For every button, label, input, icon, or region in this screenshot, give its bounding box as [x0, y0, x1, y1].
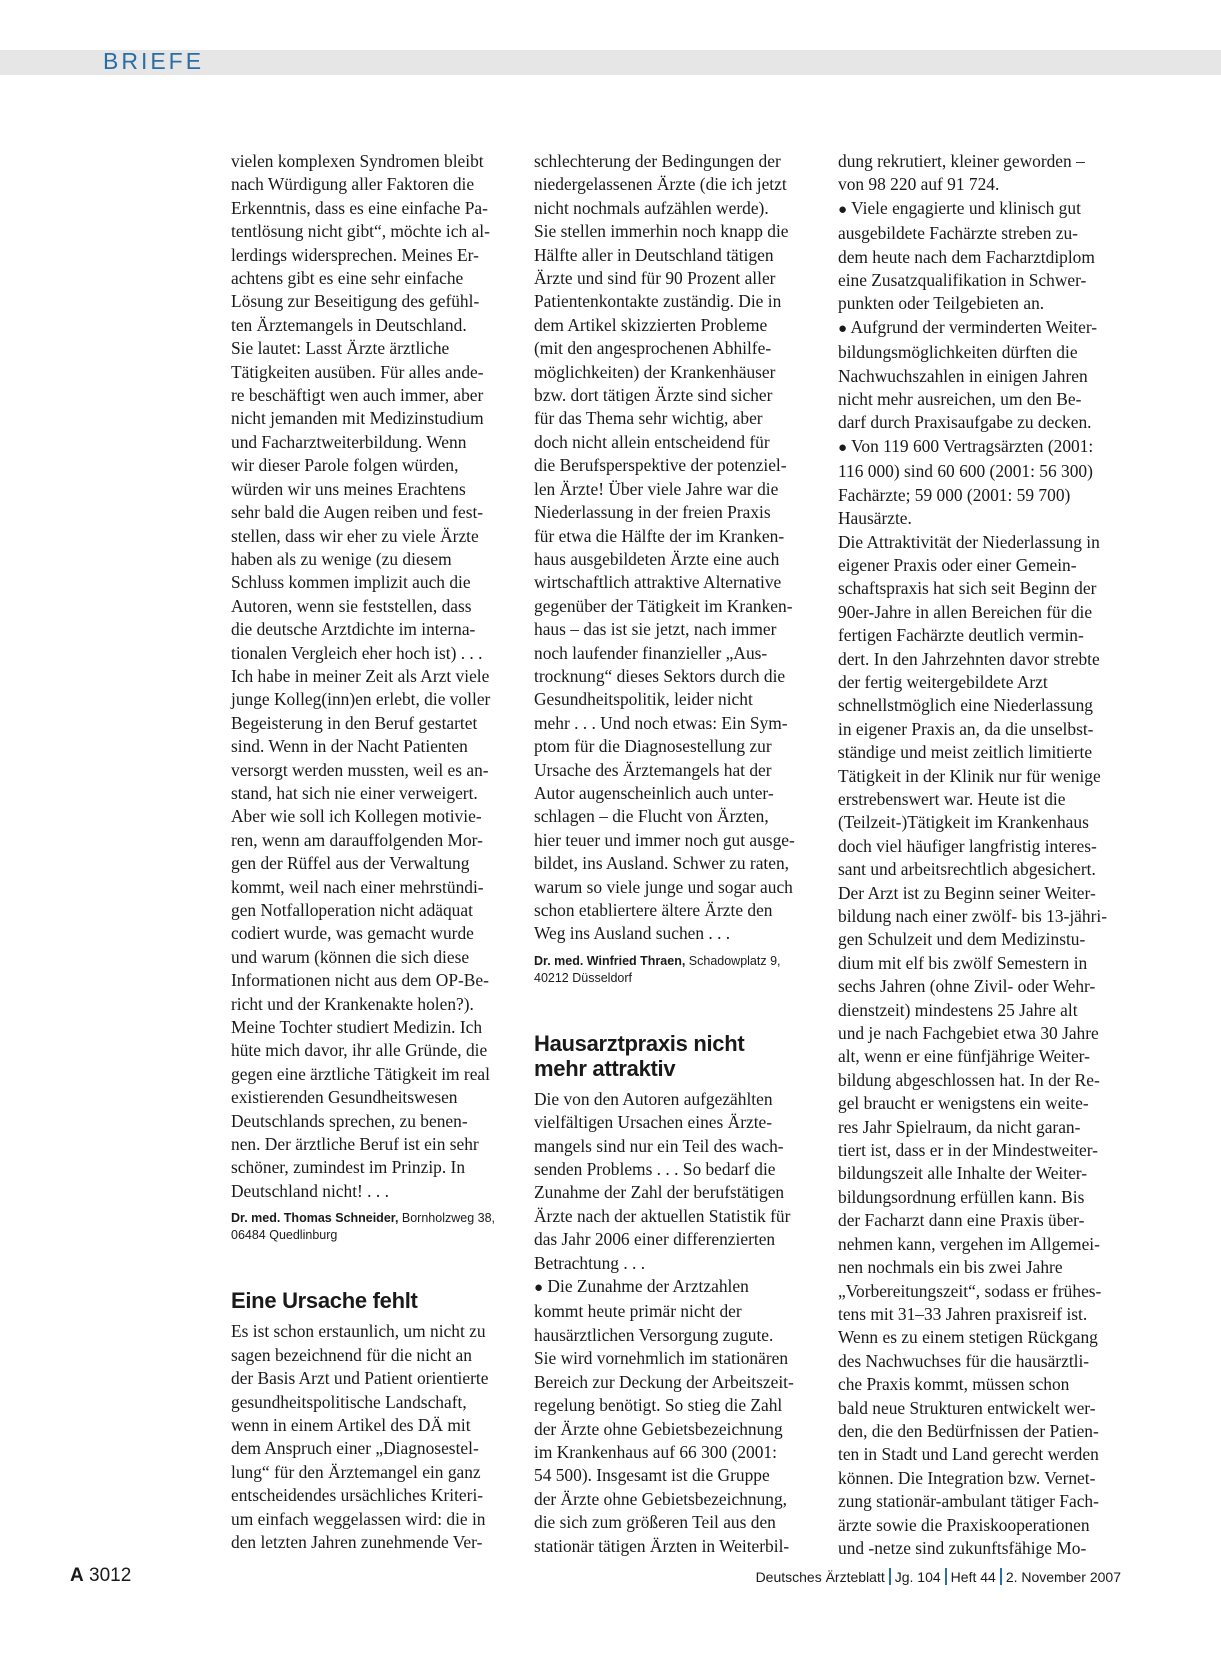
text-line: schaftspraxis hat sich seit Beginn der — [838, 578, 1097, 599]
letter-heading — [231, 1288, 521, 1313]
text-line: schöner, zumindest im Prinzip. In — [231, 1157, 466, 1178]
bullet-text: Die Zunahme der Arztzahlen — [547, 1276, 749, 1297]
text-line: junge Kolleg(inn)en erlebt, die voller — [231, 689, 491, 710]
text-line: Bereich zur Deckung der Arbeitszeit- — [534, 1371, 794, 1392]
text-line: Hausärzte. — [838, 508, 912, 529]
bullet-text: Aufgrund der verminderten Weiter- — [850, 316, 1098, 337]
text-line: tionalen Vergleich eher hoch ist) . . . — [231, 642, 483, 663]
page-number — [70, 1565, 131, 1587]
signature-name: Dr. med. Thomas Schneider, — [231, 1211, 399, 1226]
page-number-value: 3012 — [89, 1565, 132, 1586]
text-line: hausärztlichen Versorgung zugute. — [534, 1324, 774, 1345]
text-line: nicht jemanden mit Medizinstudium — [231, 408, 484, 429]
text-line: in eigener Praxis an, da die unselbst- — [838, 718, 1094, 739]
text-line: ständige und meist zeitlich limitierte — [838, 742, 1093, 763]
col3-body-d — [838, 460, 1128, 1560]
text-line: 116 000) sind 60 600 (2001: 56 300) — [838, 461, 1093, 482]
text-line: Autor augenscheinlich auch unter- — [534, 782, 774, 803]
text-line: nen. Der ärztliche Beruf ist ein sehr — [231, 1134, 479, 1155]
text-line: Wenn es zu einem stetigen Rückgang — [838, 1327, 1098, 1348]
bullet-paragraph — [534, 1275, 824, 1300]
separator — [889, 1568, 891, 1585]
text-line: doch nicht allein entscheidend für — [534, 431, 770, 452]
text-line: wir dieser Parole folgen würden, — [231, 455, 459, 476]
text-line: ren, wenn am darauffolgenden Mor- — [231, 829, 483, 850]
heading-line: mehr attraktiv — [534, 1055, 676, 1081]
text-line: dung rekrutiert, kleiner geworden – — [838, 151, 1085, 171]
text-line: gegen eine ärztliche Tätigkeit im real — [231, 1063, 490, 1084]
text-line: 90er-Jahre in allen Bereichen für die — [838, 601, 1093, 622]
text-line: niedergelassenen Ärzte (die ich jetzt — [534, 174, 787, 195]
text-line: der Basis Arzt und Patient orientierte — [231, 1368, 489, 1389]
signature-thraen — [534, 953, 824, 987]
text-line: Niederlassung in der freien Praxis — [534, 502, 771, 523]
text-line: (mit den angesprochenen Abhilfe- — [534, 338, 772, 359]
text-line: regelung benötigt. So stieg die Zahl — [534, 1395, 783, 1416]
text-line: lerdings widersprechen. Meines Er- — [231, 244, 479, 265]
text-line: achtens gibt es eine sehr einfache — [231, 268, 464, 289]
text-line: Lösung zur Beseitigung des gefühl- — [231, 291, 480, 312]
text-line: eine Zusatzqualifikation in Schwer- — [838, 270, 1087, 291]
text-line: res Jahr Spielraum, da nicht garan- — [838, 1116, 1081, 1137]
text-line: bildung nach einer zwölf- bis 13-jähri- — [838, 906, 1107, 926]
text-line: sagen bezeichnend für die nicht an — [231, 1344, 472, 1365]
text-line: und je nach Fachgebiet etwa 30 Jahre — [838, 1023, 1099, 1044]
text-line: fertigen Fachärzte deutlich vermin- — [838, 625, 1084, 646]
text-line: (Teilzeit-)Tätigkeit im Krankenhaus — [838, 812, 1089, 833]
col2-body — [534, 150, 824, 946]
text-line: ten Ärztemangels in Deutschland. — [231, 314, 467, 335]
text-line: nach Würdigung aller Faktoren die — [231, 174, 475, 195]
col2-body-2 — [534, 1088, 824, 1275]
text-line: ten in Stadt und Land gerecht werden — [838, 1444, 1099, 1465]
text-line: gen Schulzeit und dem Medizinstu- — [838, 929, 1086, 950]
text-line: den letzten Jahren zunehmende Ver- — [231, 1531, 483, 1552]
text-line: entscheidendes ursächliches Kriteri- — [231, 1485, 484, 1506]
journal-volume: Jg. 104 — [894, 1569, 941, 1585]
bullet-paragraph — [838, 435, 1128, 460]
text-line: ärzte sowie die Praxiskooperationen — [838, 1514, 1090, 1535]
text-line: Aber wie soll ich Kollegen motivie- — [231, 806, 482, 827]
text-line: bildet, ins Ausland. Schwer zu raten, — [534, 853, 790, 874]
text-line: Ärzte und sind für 90 Prozent aller — [534, 268, 776, 289]
text-line: sehr bald die Augen reiben und fest- — [231, 502, 484, 523]
text-line: dem Artikel skizzierten Probleme — [534, 314, 768, 335]
text-line: und Facharztweiterbildung. Wenn — [231, 431, 467, 452]
text-line: wirtschaftlich attraktive Alternative — [534, 572, 782, 593]
col3-body-b — [838, 222, 1128, 316]
text-line: 54 500). Insgesamt ist die Gruppe — [534, 1465, 770, 1486]
text-line: Meine Tochter studiert Medizin. Ich — [231, 1017, 483, 1038]
journal-issue: Heft 44 — [950, 1569, 996, 1585]
separator — [1000, 1568, 1002, 1585]
text-line: das Jahr 2006 einer differenzierten — [534, 1229, 776, 1250]
text-line: können. Die Integration bzw. Vernet- — [838, 1467, 1096, 1488]
text-line: die Berufsperspektive der potenziel- — [534, 455, 787, 476]
text-line: mehr . . . Und noch etwas: Ein Sym- — [534, 712, 788, 733]
text-line: gesundheitspolitische Landschaft, — [231, 1391, 467, 1412]
col1-body-2 — [231, 1320, 521, 1554]
text-line: nehmen kann, vergehen im Allgemei- — [838, 1233, 1100, 1254]
col3-body-a — [838, 150, 1128, 197]
journal-date: 2. November 2007 — [1005, 1569, 1121, 1585]
text-line: stand, hat sich nie einer verweigert. — [231, 782, 478, 803]
text-line: zung stationär-ambulant tätiger Fach- — [838, 1491, 1099, 1512]
text-line: bzw. dort tätigen Ärzte sind sicher — [534, 385, 773, 406]
text-line: um einfach weggelassen wird: die in — [231, 1508, 486, 1529]
text-line: des Nachwuchses für die hausärztli- — [838, 1350, 1090, 1371]
text-line: lung“ für den Ärztemangel ein ganz — [231, 1461, 481, 1482]
text-line: nicht mehr ausreichen, um den Be- — [838, 389, 1082, 410]
text-line: Erkenntnis, dass es eine einfache Pa- — [231, 197, 488, 218]
text-line: für etwa die Hälfte der im Kranken- — [534, 525, 785, 546]
text-line: alt, wenn er eine fünfjährige Weiter- — [838, 1046, 1090, 1067]
text-line: Weg ins Ausland suchen . . . — [534, 923, 731, 944]
text-line: würden wir uns meines Erachtens — [231, 478, 466, 499]
text-line: sechs Jahren (ohne Zivil- oder Wehr- — [838, 976, 1096, 997]
text-line: für das Thema sehr wichtig, aber — [534, 408, 763, 429]
text-line: dem Anspruch einer „Diagnosestel- — [231, 1438, 479, 1459]
text-line: Fachärzte; 59 000 (2001: 59 700) — [838, 484, 1071, 505]
text-line: eigener Praxis oder einer Gemein- — [838, 554, 1077, 575]
text-line: Schluss kommen implizit auch die — [231, 572, 471, 593]
text-line: mangels sind nur ein Teil des wach- — [534, 1135, 784, 1156]
text-line: Ursache des Ärztemangels hat der — [534, 759, 772, 780]
text-line: gen Notfalloperation nicht adäquat — [231, 900, 473, 920]
text-line: gegenüber der Tätigkeit im Kranken- — [534, 595, 793, 616]
text-line: Ärzte nach der aktuellen Statistik für — [534, 1205, 791, 1226]
text-line: schlagen – die Flucht von Ärzten, — [534, 806, 769, 827]
text-line: erstrebenswert war. Heute ist die — [838, 788, 1066, 809]
text-line: „Vorbereitungszeit“, sodass er frühes- — [838, 1280, 1102, 1301]
bullet-icon: ● — [534, 1280, 544, 1297]
text-line: versorgt werden mussten, weil es an- — [231, 759, 489, 780]
bullet-paragraph — [838, 316, 1128, 341]
text-line: bildungsmöglichkeiten dürften die — [838, 342, 1078, 363]
text-line: dienstzeit) mindestens 25 Jahre alt — [838, 999, 1078, 1020]
text-line: schlechterung der Bedingungen der — [534, 151, 781, 171]
text-line: len Ärzte! Über viele Jahre war die — [534, 478, 779, 499]
text-line: schon etabliertere ältere Ärzte den — [534, 900, 773, 920]
text-line: Die von den Autoren aufgezählten — [534, 1088, 773, 1109]
text-line: Sie wird vornehmlich im stationären — [534, 1348, 789, 1369]
separator — [945, 1568, 947, 1585]
bullet-text: Viele engagierte und klinisch gut — [851, 197, 1081, 218]
text-line: der fertig weitergebildete Arzt — [838, 671, 1048, 692]
text-line: Sie lautet: Lasst Ärzte ärztliche — [231, 338, 450, 359]
text-line: bildung abgeschlossen hat. In der Re- — [838, 1069, 1100, 1090]
text-line: Die Attraktivität der Niederlassung in — [838, 531, 1100, 552]
text-line: senden Problems . . . So bedarf die — [534, 1159, 776, 1180]
text-line: und warum (können die sich diese — [231, 946, 470, 967]
text-line: Hälfte aller in Deutschland tätigen — [534, 244, 774, 265]
text-line: che Praxis kommt, müssen schon — [838, 1374, 1070, 1395]
signature-address: Bornholzweg 38, — [398, 1211, 496, 1226]
bullet-icon: ● — [838, 320, 848, 337]
text-line: bildungsordnung erfüllen kann. Bis — [838, 1186, 1085, 1207]
text-line: Tätigkeit in der Klinik nur für wenige — [838, 765, 1101, 786]
text-line: der Ärzte ohne Gebietsbezeichnung — [534, 1418, 783, 1439]
bullet-text: Von 119 600 Vertragsärzten (2001: — [851, 435, 1094, 456]
col1-body — [231, 150, 521, 1203]
text-line: dert. In den Jahrzehnten davor strebte — [838, 648, 1100, 669]
text-line: sant und arbeitsrechtlich abgesichert. — [838, 859, 1096, 880]
text-line: ptom für die Diagnosestellung zur — [534, 736, 772, 757]
text-line: schnellstmöglich eine Niederlassung — [838, 695, 1094, 716]
text-line: den, die den Bedürfnissen der Patien- — [838, 1420, 1099, 1441]
text-line: kommt, weil nach einer mehrstündi- — [231, 876, 484, 897]
text-line: haben als zu wenige (zu diesem — [231, 548, 452, 569]
text-line: haus ausgebildeten Ärzte eine auch — [534, 548, 780, 569]
text-line: die sich zum größeren Teil aus den — [534, 1512, 776, 1533]
text-line: Sie stellen immerhin noch knapp die — [534, 221, 789, 242]
text-line: sind. Wenn in der Nacht Patienten — [231, 736, 468, 757]
journal-name: Deutsches Ärzteblatt — [755, 1569, 885, 1585]
text-line: vielfältigen Ursachen eines Ärzte- — [534, 1112, 773, 1133]
heading-line: Eine Ursache fehlt — [231, 1288, 418, 1314]
text-line: tens mit 31–33 Jahren praxisreif ist. — [838, 1303, 1088, 1324]
col3-body-c — [838, 341, 1128, 435]
text-line: stationär tätigen Ärzten in Weiterbil- — [534, 1535, 790, 1556]
signature-name: Dr. med. Winfried Thraen, — [534, 953, 686, 968]
text-line: und -netze sind zukunftsfähige Mo- — [838, 1537, 1087, 1558]
text-line: von 98 220 auf 91 724. — [838, 174, 1000, 195]
text-line: Tätigkeiten ausüben. Für alles ande- — [231, 361, 484, 382]
text-line: möglichkeiten) der Krankenhäuser — [534, 361, 776, 382]
text-line: Gesundheitspolitik, leider nicht — [534, 689, 753, 710]
text-line: bald neue Strukturen entwickelt wer- — [838, 1397, 1096, 1418]
text-line: noch laufender finanzieller „Aus- — [534, 642, 768, 663]
text-line: im Krankenhaus auf 66 300 (2001: — [534, 1441, 777, 1462]
signature-city: 06484 Quedlinburg — [231, 1228, 338, 1243]
text-line: richt und der Krankenakte holen?). — [231, 993, 474, 1014]
text-line: trocknung“ dieses Sektors durch die — [534, 665, 786, 686]
text-line: hier teuer und immer noch gut ausge- — [534, 829, 795, 850]
text-line: bildungszeit alle Inhalte der Weiter- — [838, 1163, 1088, 1184]
text-line: Patientenkontakte zuständig. Die in — [534, 291, 782, 312]
text-line: der Facharzt dann eine Praxis über- — [838, 1210, 1085, 1231]
text-line: tiert ist, dass er in der Mindestweiter- — [838, 1140, 1098, 1161]
text-line: dium mit elf bis zwölf Semestern in — [838, 952, 1088, 973]
text-line: haus – das ist sie jetzt, nach immer — [534, 619, 777, 640]
text-line: Zunahme der Zahl der berufstätigen — [534, 1182, 785, 1203]
text-line: warum so viele junge und sogar auch — [534, 876, 793, 897]
text-line: nicht nochmals aufzählen werde). — [534, 197, 769, 218]
text-line: doch viel häufiger langfristig interes- — [838, 835, 1097, 856]
text-line: Der Arzt ist zu Beginn seiner Weiter- — [838, 882, 1096, 903]
text-line: existierenden Gesundheitswesen — [231, 1087, 458, 1108]
text-line: stellen, dass wir eher zu viele Ärzte — [231, 525, 479, 546]
text-line: gel braucht er wenigstens ein weite- — [838, 1093, 1089, 1114]
signature-schneider — [231, 1210, 521, 1244]
bullet-paragraph — [838, 197, 1128, 222]
text-line: die deutsche Arztdichte im interna- — [231, 619, 476, 640]
column-3 — [838, 150, 1128, 1560]
text-line: dem heute nach dem Facharztdiplom — [838, 246, 1095, 267]
signature-city: 40212 Düsseldorf — [534, 970, 632, 985]
text-line: Es ist schon erstaunlich, um nicht zu — [231, 1321, 486, 1342]
text-line: Autoren, wenn sie feststellen, dass — [231, 595, 472, 616]
text-line: vielen komplexen Syndromen bleibt — [231, 151, 484, 171]
text-line: gen der Rüffel aus der Verwaltung — [231, 853, 470, 874]
text-line: re beschäftigt wen auch immer, aber — [231, 385, 484, 406]
letter-heading — [534, 1031, 824, 1081]
text-line: Informationen nicht aus dem OP-Be- — [231, 970, 489, 991]
bullet-icon: ● — [838, 201, 848, 218]
heading-line: Hausarztpraxis nicht — [534, 1030, 745, 1056]
text-line: der Ärzte ohne Gebietsbezeichnung, — [534, 1488, 788, 1509]
text-line: tentlösung nicht gibt“, möchte ich al- — [231, 221, 490, 242]
text-line: punkten oder Teilgebieten an. — [838, 293, 1045, 314]
text-line: darf durch Praxisaufgabe zu decken. — [838, 412, 1092, 433]
signature-address: Schadowplatz 9, — [685, 953, 781, 968]
text-line: kommt heute primär nicht der — [534, 1301, 742, 1322]
column-2 — [534, 150, 824, 1558]
bullet-icon: ● — [838, 439, 848, 456]
section-label: BRIEFE — [103, 48, 205, 74]
text-line: ausgebildete Fachärzte streben zu- — [838, 223, 1078, 244]
text-line: Betrachtung . . . — [534, 1252, 646, 1273]
text-line: Deutschland nicht! . . . — [231, 1180, 389, 1201]
text-line: Nachwuchszahlen in einigen Jahren — [838, 365, 1088, 386]
text-line: Ich habe in meiner Zeit als Arzt viele — [231, 665, 490, 686]
page-prefix: A — [70, 1565, 84, 1586]
journal-footer — [756, 1568, 1121, 1585]
text-line: hüte mich davor, ihr alle Gründe, die — [231, 1040, 488, 1061]
text-line: codiert wurde, was gemacht wurde — [231, 923, 474, 944]
column-1 — [231, 150, 521, 1554]
text-line: Begeisterung in den Beruf gestartet — [231, 712, 478, 733]
col2-body-3 — [534, 1300, 824, 1557]
text-line: nen nochmals ein bis zwei Jahre — [838, 1257, 1063, 1278]
text-line: wenn in einem Artikel des DÄ mit — [231, 1414, 471, 1435]
text-line: Deutschlands sprechen, zu benen- — [231, 1110, 468, 1131]
